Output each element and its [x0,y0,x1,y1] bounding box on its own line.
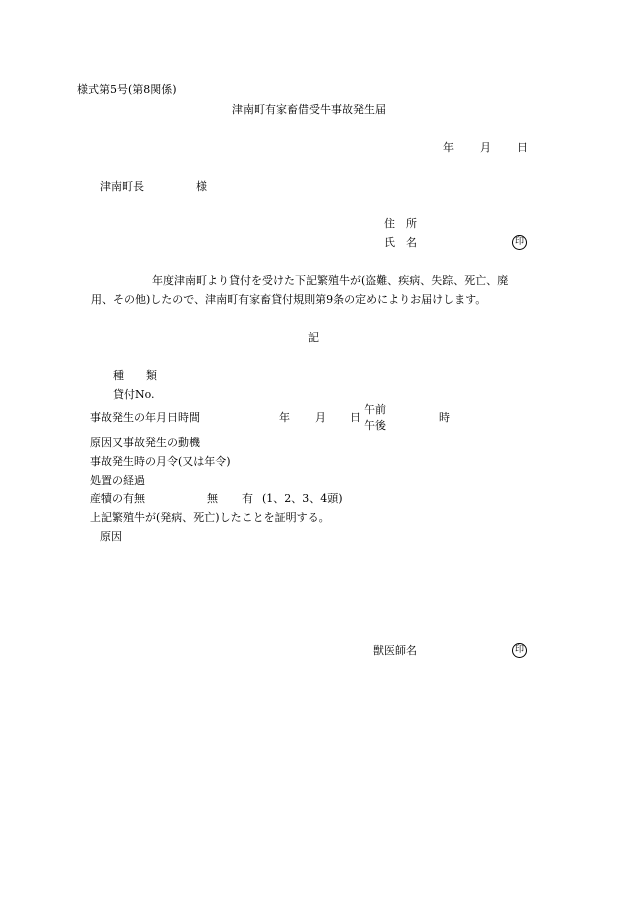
pm-label: 午後 [364,419,386,432]
datetime-year: 年 [279,411,290,424]
cause-label: 原因 [100,530,122,543]
date-day: 日 [517,141,528,154]
process-label: 処置の経過 [90,474,145,487]
document-title: 津南町有家畜借受牛事故発生届 [232,103,386,116]
name-label: 氏 名 [384,236,417,249]
body-line-1: 年度津南町より貸付を受けた下記繁殖牛が(盗難、疾病、失踪、死亡、廃 [152,274,509,287]
kind-label: 種 類 [113,369,157,382]
date-month: 月 [480,141,491,154]
datetime-label: 事故発生の年月日時間 [90,411,200,424]
calving-label: 産犢の有無 [90,492,145,505]
body-line-2: 用、その他)したので、津南町有家畜貸付規則第9条の定めによりお届けします。 [91,293,487,306]
calving-yes: 有 [242,492,253,505]
vet-seal-icon: 印 [512,643,527,658]
addressee-name: 津南町長 [100,180,144,193]
ki-heading: 記 [308,331,319,344]
vet-name-label: 獣医師名 [373,644,417,657]
addressee-honorific: 様 [196,180,207,193]
datetime-day: 日 [350,411,361,424]
date-year: 年 [443,141,454,154]
address-label: 住 所 [384,217,417,230]
calving-count: (1、2、3、4頭) [262,492,343,505]
applicant-seal-icon: 印 [512,235,527,250]
calving-none: 無 [207,492,218,505]
loan-number-label: 貸付No. [113,388,155,401]
am-label: 午前 [364,403,386,416]
form-number: 様式第5号(第8関係) [77,83,177,96]
age-month-label: 事故発生時の月令(又は年令) [90,455,231,468]
cause-motive-label: 原因又事故発生の動機 [90,436,200,449]
datetime-hour: 時 [439,411,450,424]
certify-statement: 上記繁殖牛が(発病、死亡)したことを証明する。 [90,511,330,524]
datetime-month: 月 [315,411,326,424]
